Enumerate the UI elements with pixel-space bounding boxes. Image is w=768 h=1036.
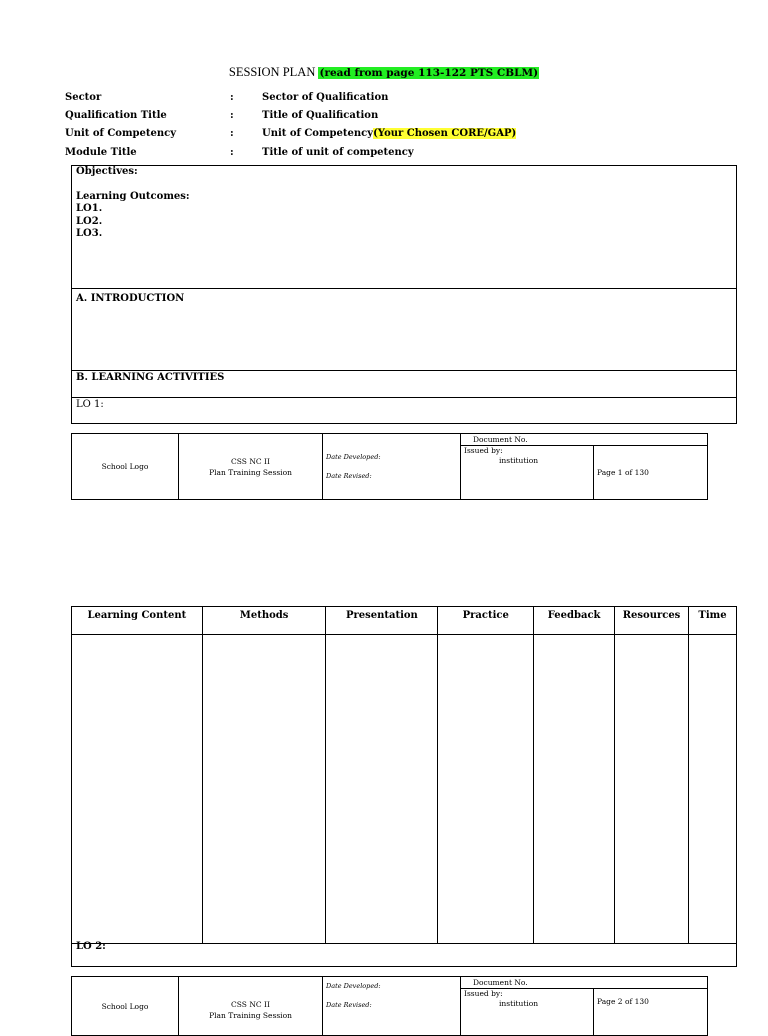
date-revised: Date Revised: bbox=[326, 471, 372, 480]
meta-colon: : bbox=[230, 92, 234, 103]
institution: institution bbox=[499, 999, 539, 1008]
objectives-heading: Objectives: bbox=[76, 166, 138, 177]
meta-row-qualification bbox=[65, 110, 745, 124]
document-footer bbox=[71, 433, 708, 500]
grid-header: Time bbox=[689, 607, 737, 635]
meta-value: Title of unit of competency bbox=[262, 147, 414, 158]
course-sub: Plan Training Session bbox=[209, 467, 292, 477]
outcome-item: LO2. bbox=[76, 215, 103, 227]
grid-cell bbox=[202, 635, 326, 944]
outcome-item: LO3. bbox=[76, 228, 103, 239]
meta-value: Sector of Qualification bbox=[262, 92, 389, 103]
school-logo: School Logo bbox=[72, 977, 179, 1036]
grid-cell bbox=[438, 635, 534, 944]
grid-header: Methods bbox=[202, 607, 326, 635]
course-sub: Plan Training Session bbox=[209, 1011, 292, 1020]
document-number: Document No. bbox=[461, 977, 708, 989]
meta-row-module bbox=[65, 147, 745, 161]
course-info bbox=[179, 434, 323, 500]
meta-row-sector bbox=[65, 92, 745, 106]
meta-label: Unit of Competency bbox=[65, 128, 177, 139]
issued-by: Issued by: bbox=[464, 446, 503, 455]
document-number: Document No. bbox=[461, 434, 708, 446]
grid-header: Feedback bbox=[534, 607, 615, 635]
page-number: Page 1 of 130 bbox=[594, 446, 708, 500]
learning-activities-heading: B. LEARNING ACTIVITIES bbox=[76, 372, 225, 383]
course-info bbox=[179, 977, 323, 1036]
grid-cell bbox=[72, 635, 203, 944]
objectives-section bbox=[76, 166, 190, 241]
course-name: CSS NC II bbox=[231, 1000, 270, 1009]
date-revised: Date Revised: bbox=[326, 1001, 372, 1009]
meta-colon: : bbox=[230, 128, 234, 139]
date-developed: Date Developed: bbox=[326, 452, 381, 461]
grid-header: Presentation bbox=[326, 607, 438, 635]
grid-header: Learning Content bbox=[72, 607, 203, 635]
grid-cell bbox=[689, 635, 737, 944]
meta-colon: : bbox=[230, 147, 234, 158]
document-footer bbox=[71, 976, 708, 1036]
grid-cell bbox=[326, 635, 438, 944]
title-note: (read from page 113-122 PTS CBLM) bbox=[319, 67, 539, 79]
issued-by: Issued by: bbox=[464, 989, 503, 998]
school-logo: School Logo bbox=[72, 434, 179, 500]
learning-grid bbox=[71, 606, 737, 944]
meta-highlight: (Your Chosen CORE/GAP) bbox=[373, 128, 517, 139]
date-info bbox=[323, 977, 461, 1036]
page-title bbox=[0, 65, 768, 80]
introduction-heading: A. INTRODUCTION bbox=[76, 293, 185, 304]
meta-label: Sector bbox=[65, 92, 102, 103]
lo2-label: LO 2: bbox=[76, 941, 106, 952]
divider bbox=[71, 288, 737, 289]
date-developed: Date Developed: bbox=[326, 982, 381, 990]
page-number: Page 2 of 130 bbox=[594, 989, 708, 1036]
divider bbox=[71, 370, 737, 371]
date-info bbox=[323, 434, 461, 500]
outcomes-heading: Learning Outcomes: bbox=[76, 190, 190, 202]
meta-value: Title of Qualification bbox=[262, 110, 379, 121]
divider bbox=[71, 397, 737, 398]
grid-cell bbox=[534, 635, 615, 944]
meta-value-text: Unit of Competency bbox=[262, 128, 374, 139]
issued-info bbox=[461, 989, 594, 1036]
course-name: CSS NC II bbox=[231, 456, 270, 466]
outcome-item: LO1. bbox=[76, 203, 103, 214]
grid-cell bbox=[615, 635, 689, 944]
issued-info bbox=[461, 446, 594, 500]
meta-label: Module Title bbox=[65, 147, 137, 158]
grid-header: Practice bbox=[438, 607, 534, 635]
title-main: SESSION PLAN bbox=[228, 65, 319, 79]
meta-label: Qualification Title bbox=[65, 110, 167, 121]
institution: institution bbox=[499, 456, 539, 465]
meta-colon: : bbox=[230, 110, 234, 121]
meta-value bbox=[262, 128, 516, 139]
meta-row-unit bbox=[65, 128, 745, 142]
lo1-label: LO 1: bbox=[76, 399, 104, 410]
lo2-row bbox=[71, 939, 737, 967]
grid-header: Resources bbox=[615, 607, 689, 635]
